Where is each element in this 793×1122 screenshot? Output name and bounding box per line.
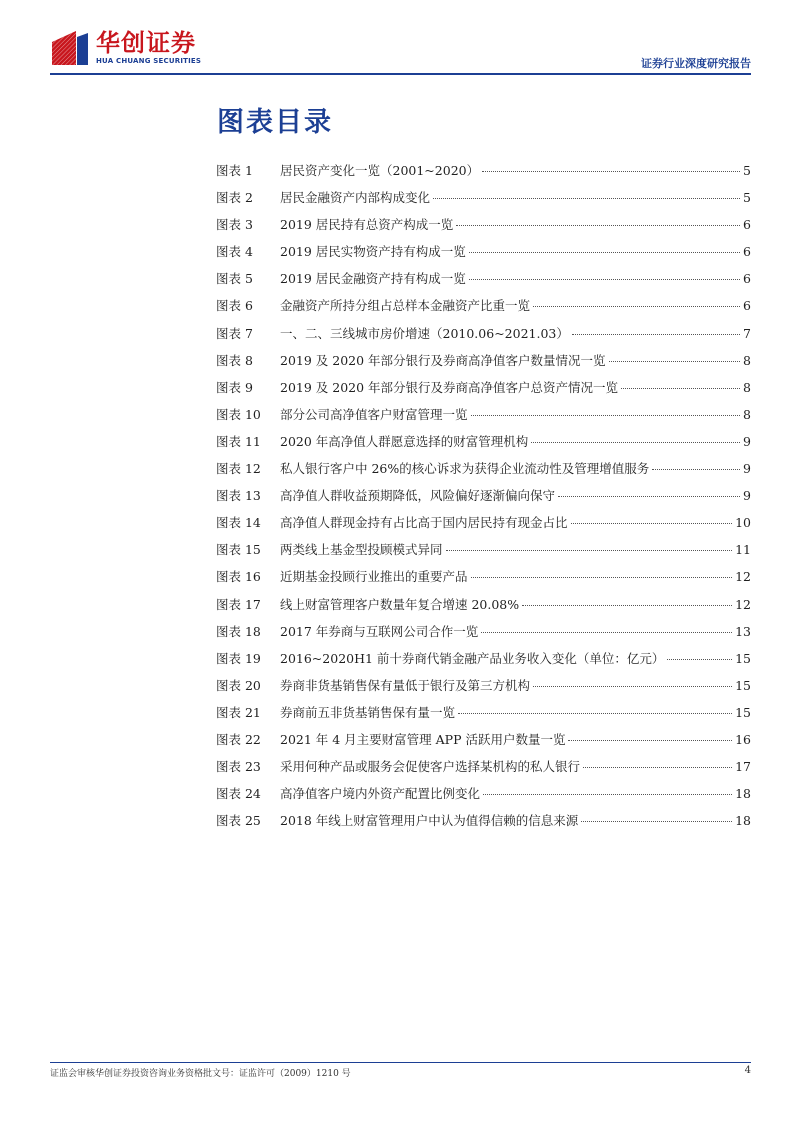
- toc-entry[interactable]: [216, 296, 751, 323]
- toc-dot-leader: [433, 198, 740, 199]
- toc-entry-title: 采用何种产品或服务会促使客户选择某机构的私人银行: [280, 759, 581, 775]
- toc-entry-page: 6: [743, 271, 751, 287]
- toc-entry-label: 图表 8: [216, 352, 253, 368]
- toc-entry-page: 18: [735, 786, 751, 802]
- toc-dot-leader: [482, 171, 740, 172]
- toc-entry-title: 2021 年 4 月主要财富管理 APP 活跃用户数量一览: [280, 731, 566, 747]
- toc-dot-leader: [483, 794, 732, 795]
- toc-dot-leader: [609, 361, 741, 362]
- toc-entry[interactable]: [216, 540, 751, 567]
- toc-entry[interactable]: [216, 269, 751, 296]
- toc-entry-page: 18: [735, 813, 751, 829]
- toc-dot-leader: [456, 225, 740, 226]
- toc-dot-leader: [471, 415, 741, 416]
- toc-entry-title: 私人银行客户中 26%的核心诉求为获得企业流动性及管理增值服务: [280, 461, 650, 477]
- toc-title: 图表目录: [217, 107, 333, 138]
- toc-dot-leader: [531, 442, 740, 443]
- toc-entry-title: 券商非货基销售保有量低于银行及第三方机构: [280, 677, 531, 693]
- license-note: 证监会审核华创证券投资咨询业务资格批文号：证监许可（2009）1210 号: [50, 1069, 351, 1079]
- toc-entry-title: 居民金融资产内部构成变化: [280, 190, 431, 206]
- toc-entry-page: 15: [735, 704, 751, 720]
- toc-entry-label: 图表 23: [216, 759, 261, 775]
- toc-entry-page: 6: [743, 217, 751, 233]
- toc-dot-leader: [469, 252, 740, 253]
- toc-entry-label: 图表 20: [216, 677, 261, 693]
- toc-entry-title: 一、二、三线城市房价增速（2010.06~2021.03）: [280, 325, 569, 341]
- toc-entry-label: 图表 4: [216, 244, 253, 260]
- huachuang-logo-icon: [50, 29, 90, 67]
- brand-name-cn: 华创证券: [96, 29, 196, 57]
- toc-entry[interactable]: [216, 324, 751, 351]
- toc-entry-title: 2019 居民持有总资产构成一览: [280, 217, 454, 233]
- toc-entry[interactable]: [216, 595, 751, 622]
- toc-entry-page: 5: [743, 163, 751, 178]
- toc-entry-label: 图表 1: [216, 163, 253, 178]
- toc-entry-page: 13: [735, 623, 751, 639]
- toc-entry-title: 线上财富管理客户数量年复合增速 20.08%: [280, 596, 520, 612]
- toc-entry-title: 2019 居民金融资产持有构成一览: [280, 271, 466, 287]
- toc-entry[interactable]: [216, 703, 751, 730]
- toc-entry-label: 图表 7: [216, 325, 253, 341]
- toc-entry-label: 图表 15: [216, 542, 261, 558]
- toc-entry-label: 图表 3: [216, 217, 253, 233]
- toc-entry-title: 2016~2020H1 前十券商代销金融产品业务收入变化（单位：亿元）: [280, 650, 665, 666]
- toc-entry-title: 部分公司高净值客户财富管理一览: [280, 406, 468, 422]
- toc-entry[interactable]: [216, 432, 751, 459]
- toc-entry-page: 12: [735, 596, 751, 612]
- toc-dot-leader: [568, 740, 732, 741]
- toc-entry[interactable]: [216, 567, 751, 594]
- toc-entry-title: 两类线上基金型投顾模式异同: [280, 542, 443, 558]
- toc-entry-page: 17: [735, 759, 751, 775]
- toc-entry[interactable]: [216, 188, 751, 215]
- toc-dot-leader: [522, 605, 732, 606]
- toc-entry-label: 图表 19: [216, 650, 261, 666]
- toc-entry[interactable]: [216, 351, 751, 378]
- toc-entry-page: 15: [735, 650, 751, 666]
- toc-dot-leader: [572, 334, 740, 335]
- toc-entry-title: 金融资产所持分组占总样本金融资产比重一览: [280, 298, 531, 314]
- toc-entry-title: 高净值人群收益预期降低，风险偏好逐渐偏向保守: [280, 488, 556, 504]
- toc-entry[interactable]: [216, 486, 751, 513]
- toc-entry[interactable]: [216, 378, 751, 405]
- toc-entry-label: 图表 10: [216, 406, 261, 422]
- toc-entry-title: 2020 年高净值人群愿意选择的财富管理机构: [280, 433, 529, 449]
- toc-dot-leader: [458, 713, 732, 714]
- toc-entry-label: 图表 16: [216, 569, 261, 585]
- toc-entry[interactable]: [216, 513, 751, 540]
- toc-entry[interactable]: [216, 161, 751, 188]
- toc-entry-title: 2018 年线上财富管理用户中认为值得信赖的信息来源: [280, 813, 579, 829]
- toc-entry[interactable]: [216, 215, 751, 242]
- toc-dot-leader: [446, 550, 733, 551]
- toc-dot-leader: [469, 279, 740, 280]
- toc-entry-page: 7: [743, 325, 751, 341]
- toc-entry[interactable]: [216, 784, 751, 811]
- toc-entry-label: 图表 22: [216, 731, 261, 747]
- toc-entry-title: 2019 及 2020 年部分银行及券商高净值客户总资产情况一览: [280, 379, 619, 395]
- toc-entry-page: 6: [743, 244, 751, 260]
- toc-dot-leader: [533, 306, 740, 307]
- toc-entry-page: 8: [743, 352, 751, 368]
- toc-entry-label: 图表 2: [216, 190, 253, 206]
- header-divider: [50, 73, 751, 75]
- toc-entry[interactable]: [216, 757, 751, 784]
- toc-dot-leader: [481, 632, 732, 633]
- toc-dot-leader: [581, 821, 732, 822]
- toc-entry-title: 2017 年券商与互联网公司合作一览: [280, 623, 479, 639]
- toc-entry-page: 5: [743, 190, 751, 206]
- toc-dot-leader: [583, 767, 732, 768]
- toc-entry-title: 高净值客户境内外资产配置比例变化: [280, 786, 481, 802]
- toc-entry-page: 9: [743, 488, 751, 504]
- toc-entry-label: 图表 24: [216, 786, 261, 802]
- toc-entry-page: 16: [735, 731, 751, 747]
- toc-entry-label: 图表 25: [216, 813, 261, 829]
- toc-entry-label: 图表 13: [216, 488, 261, 504]
- toc-entry-label: 图表 5: [216, 271, 253, 287]
- toc-entry-title: 券商前五非货基销售保有量一览: [280, 704, 456, 720]
- toc-entry-page: 11: [735, 542, 751, 558]
- toc-entry-page: 6: [743, 298, 751, 314]
- toc-entry-label: 图表 21: [216, 704, 261, 720]
- toc-dot-leader: [471, 577, 733, 578]
- toc-entry[interactable]: [216, 649, 751, 676]
- toc-entry-page: 12: [735, 569, 751, 585]
- toc-entry[interactable]: [216, 730, 751, 757]
- toc-dot-leader: [533, 686, 732, 687]
- toc-entry-label: 图表 18: [216, 623, 261, 639]
- toc-entry-title: 近期基金投顾行业推出的重要产品: [280, 569, 468, 585]
- toc-entry-label: 图表 17: [216, 596, 261, 612]
- toc-entry-title: 高净值人群现金持有占比高于国内居民持有现金占比: [280, 515, 568, 531]
- toc-entry-label: 图表 14: [216, 515, 261, 531]
- figure-index-list: [216, 161, 751, 838]
- toc-entry[interactable]: [216, 811, 751, 838]
- toc-entry-page: 15: [735, 677, 751, 693]
- toc-dot-leader: [652, 469, 740, 470]
- footer-divider: [50, 1062, 751, 1063]
- company-logo: [50, 29, 220, 67]
- toc-entry-page: 8: [743, 379, 751, 395]
- toc-entry-page: 9: [743, 461, 751, 477]
- toc-entry-title: 2019 及 2020 年部分银行及券商高净值客户数量情况一览: [280, 352, 606, 368]
- toc-dot-leader: [667, 659, 732, 660]
- toc-entry-label: 图表 9: [216, 379, 253, 395]
- toc-entry-label: 图表 12: [216, 461, 261, 477]
- report-type: 证券行业深度研究报告: [641, 57, 751, 70]
- toc-dot-leader: [558, 496, 740, 497]
- toc-entry-title: 2019 居民实物资产持有构成一览: [280, 244, 466, 260]
- toc-entry-label: 图表 11: [216, 433, 261, 449]
- page-number: 4: [744, 1065, 751, 1076]
- toc-entry[interactable]: [216, 459, 751, 486]
- toc-entry-label: 图表 6: [216, 298, 253, 314]
- toc-entry[interactable]: [216, 405, 751, 432]
- toc-entry[interactable]: [216, 622, 751, 649]
- toc-dot-leader: [571, 523, 733, 524]
- toc-entry-page: 10: [735, 515, 751, 531]
- toc-entry[interactable]: [216, 242, 751, 269]
- brand-name-en: HUA CHUANG SECURITIES: [96, 57, 202, 65]
- toc-entry-page: 9: [743, 433, 751, 449]
- toc-entry-title: 居民资产变化一览（2001~2020）: [280, 163, 480, 178]
- toc-dot-leader: [621, 388, 740, 389]
- toc-entry[interactable]: [216, 676, 751, 703]
- toc-entry-page: 8: [743, 406, 751, 422]
